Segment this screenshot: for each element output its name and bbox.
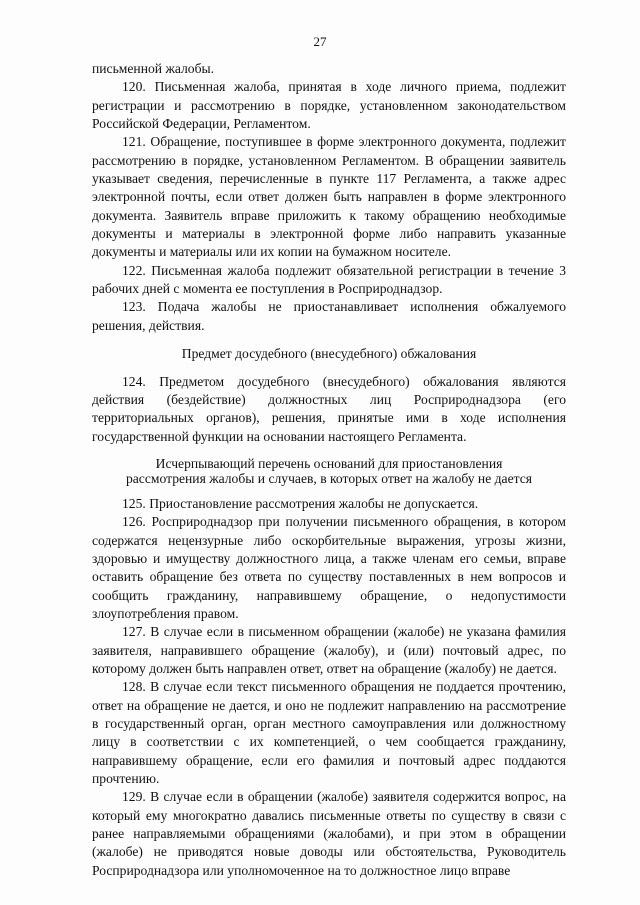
section-heading-grounds-line-1: Исчерпывающий перечень оснований для приостановления [155,455,503,471]
paragraph-128: 128. В случае если текст письменного обращения не поддается прочтению, ответ на обращение не дается, и оно не подлежит направлению на рассмотрение в государственный орган, орган местного самоуправления или должностному лицу в соответствии с их компетенцией, о чем сообщается гражданину, направившему обращение, если его фамилия и почтовый адрес поддаются прочтению. [92,679,566,787]
section-heading-subject: Предмет досудебного (внесудебного) обжалования [181,346,477,362]
continuation-text: письменной жалобы. [92,61,215,76]
paragraph-127: 127. В случае если в письменном обращении (жалобе) не указана фамилия заявителя, направившего обращение (жалобу), и (или) почтовый адрес, по которому должен быть направлен ответ, ответ на обращение (жалобу) не дается. [92,624,566,676]
paragraph-120: 120. Письменная жалоба, принятая в ходе личного приема, подлежит регистрации и рассмотрению в порядке, установленном законодательством Российской Федерации, Регламентом. [92,79,566,132]
paragraph-121: 121. Обращение, поступившее в форме электронного документа, подлежит рассмотрению в порядке, установленном Регламентом. В обращении заявитель указывает сведения, перечисленные в пункте 117 Регламента, а также адрес электронной почты, если ответ должен быть направлен в форме электронного документа. Заявитель вправе приложить к такому обращению необходимые документы и материалы в электронной форме либо направить указанные документы и материалы или их копии на бумажном носителе. [92,134,566,260]
paragraph-124: 124. Предметом досудебного (внесудебного) обжалования являются действия (бездействие) должностных лиц Росприроднадзора (его территориальных органов), решения, принятые ими в ходе исполнения государственной функции на основании настоящего Регламента. [92,373,566,444]
section-heading-grounds-line-2: рассмотрения жалобы и случаев, в которых ответ на жалобу не дается [125,471,533,487]
page-number: 27 [313,34,327,49]
paragraph-129: 129. В случае если в обращении (жалобе) заявителя содержится вопрос, на который ему многократно давались письменные ответы по существу в связи с ранее направляемыми обращениями (жалобами), и при этом в обращении (жалобе) не приводятся новые доводы или обстоятельства, Руководитель Росприроднадзора или уполномоченное на то должностное лицо вправе [92,789,566,878]
paragraph-123: 123. Подача жалобы не приостанавливает исполнения обжалуемого решения, действия. [92,299,566,333]
document-body [92,60,566,880]
paragraph-122: 122. Письменная жалоба подлежит обязательной регистрации в течение 3 рабочих дней с момента ее поступления в Росприроднадзор. [92,262,566,297]
section-heading-grounds [92,456,566,487]
paragraph-126: 126. Росприроднадзор при получении письменного обращения, в котором содержатся нецензурные либо оскорбительные выражения, угрозы жизни, здоровью и имуществу должностного лица, а также членам его семьи, вправе оставить обращение без ответа по существу поставленных в нем вопросов и сообщить гражданину, направившему обращение, о недопустимости злоупотребления правом. [92,514,566,621]
paragraph-125: 125. Приостановление рассмотрения жалобы не допускается. [122,495,479,511]
